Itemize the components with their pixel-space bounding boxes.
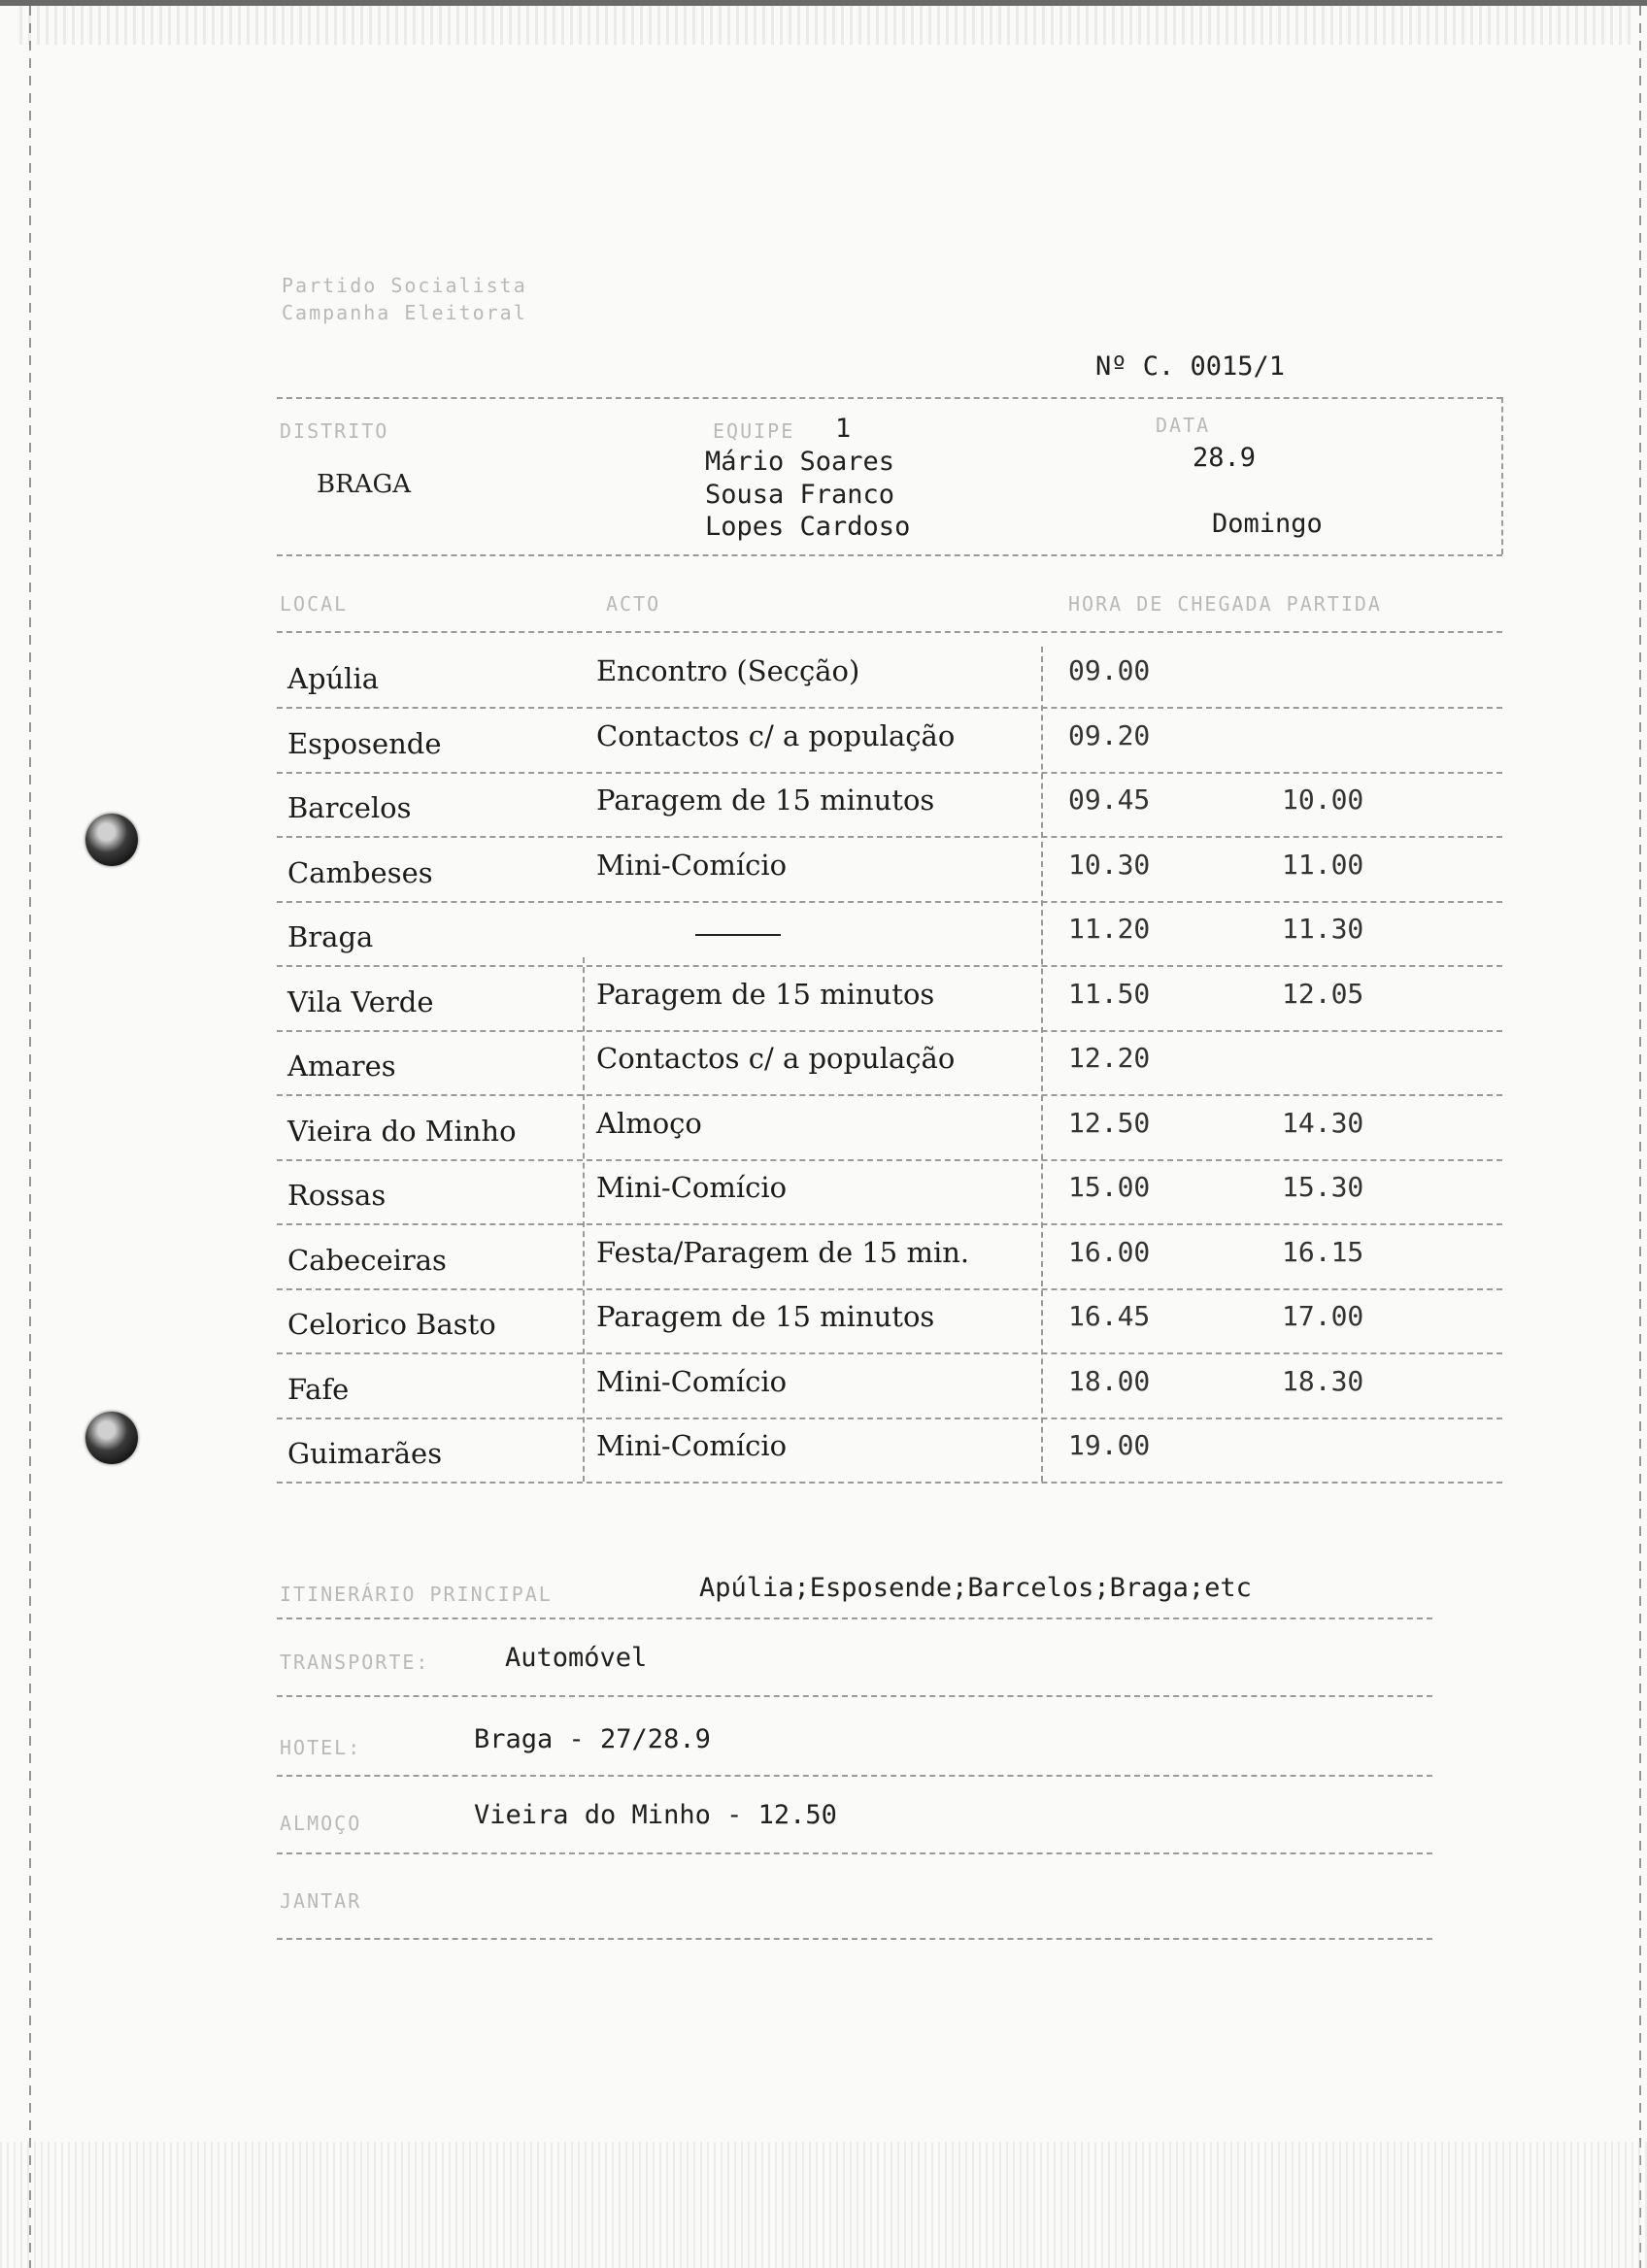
lunch-label: ALMOÇO: [280, 1812, 362, 1835]
table-row-rule: [277, 1094, 1502, 1096]
hotel-value: Braga - 27/28.9: [474, 1724, 711, 1754]
weekday-value: Domingo: [1212, 509, 1323, 539]
row-departure-time: 11.00: [1282, 849, 1364, 881]
row-local: Apúlia: [287, 662, 380, 695]
itinerary-value: Apúlia;Esposende;Barcelos;Braga;etc: [699, 1573, 1252, 1603]
district-value: BRAGA: [317, 470, 412, 499]
row-action: Paragem de 15 minutos: [596, 978, 935, 1011]
row-arrival-time: 09.20: [1068, 719, 1151, 751]
row-departure-time: 10.00: [1282, 784, 1364, 816]
row-arrival-time: 09.45: [1068, 784, 1151, 816]
row-local: Fafe: [287, 1373, 350, 1406]
row-arrival-time: 18.00: [1068, 1365, 1151, 1397]
table-row-rule: [277, 901, 1502, 903]
time-column-rule: [1041, 647, 1043, 1482]
header-right-rule: [1501, 397, 1503, 554]
table-header-rule: [277, 631, 1502, 633]
table-row-rule: [277, 772, 1502, 774]
table-row-rule: [277, 836, 1502, 838]
row-action: Paragem de 15 minutos: [596, 784, 935, 817]
row-departure-time: 15.30: [1282, 1171, 1364, 1203]
row-action-blank-dash: [695, 934, 781, 936]
row-arrival-time: 15.00: [1068, 1171, 1151, 1203]
row-local: Celorico Basto: [287, 1308, 496, 1341]
row-arrival-time: 16.45: [1068, 1300, 1151, 1332]
col-times-label: HORA DE CHEGADA PARTIDA: [1068, 592, 1382, 616]
row-local: Rossas: [287, 1179, 387, 1212]
row-departure-time: 18.30: [1282, 1365, 1364, 1397]
reference-number: Nº C. 0015/1: [1095, 351, 1286, 382]
row-action: Contactos c/ a população: [596, 1042, 956, 1075]
scan-edge-left: [29, 6, 31, 2268]
row-local: Cambeses: [287, 856, 433, 889]
date-value: 28.9: [1193, 443, 1257, 473]
itinerary-label: ITINERÁRIO PRINCIPAL: [280, 1583, 553, 1606]
row-arrival-time: 11.20: [1068, 913, 1151, 945]
letterhead-line-2: Campanha Eleitoral: [282, 301, 527, 324]
table-row-rule: [277, 1482, 1502, 1484]
table-row-rule: [277, 1030, 1502, 1032]
row-action: Paragem de 15 minutos: [596, 1300, 935, 1333]
row-action: Mini-Comício: [596, 1171, 788, 1204]
row-departure-time: 12.05: [1282, 978, 1364, 1010]
letterhead-line-1: Partido Socialista: [282, 274, 527, 297]
transport-rule: [277, 1695, 1432, 1697]
team-number: 1: [835, 414, 852, 444]
lunch-value: Vieira do Minho - 12.50: [474, 1800, 837, 1830]
hotel-rule: [277, 1775, 1432, 1777]
scan-noise-top: [19, 6, 1631, 45]
hotel-label: HOTEL:: [280, 1736, 362, 1759]
date-label: DATA: [1156, 414, 1211, 437]
lunch-rule: [277, 1852, 1432, 1854]
row-arrival-time: 19.00: [1068, 1429, 1151, 1461]
row-departure-time: 16.15: [1282, 1236, 1364, 1268]
row-arrival-time: 16.00: [1068, 1236, 1151, 1268]
header-top-rule: [277, 397, 1502, 399]
col-local-label: LOCAL: [280, 592, 349, 616]
row-arrival-time: 11.50: [1068, 978, 1151, 1010]
table-row-rule: [277, 707, 1502, 709]
row-arrival-time: 10.30: [1068, 849, 1151, 881]
team-member-3: Lopes Cardoso: [705, 512, 911, 542]
row-local: Amares: [287, 1050, 396, 1083]
row-local: Braga: [287, 920, 374, 953]
col-action-label: ACTO: [606, 592, 661, 616]
row-departure-time: 14.30: [1282, 1107, 1364, 1139]
punch-hole-lower: [85, 1412, 138, 1464]
row-local: Guimarães: [287, 1437, 443, 1470]
row-arrival-time: 12.20: [1068, 1042, 1151, 1074]
row-local: Cabeceiras: [287, 1244, 447, 1277]
itinerary-rule: [277, 1618, 1432, 1619]
row-action: Festa/Paragem de 15 min.: [596, 1236, 970, 1269]
action-column-rule: [583, 957, 585, 1482]
scan-edge-right: [1639, 6, 1641, 2268]
row-local: Esposende: [287, 727, 442, 760]
team-member-1: Mário Soares: [705, 447, 895, 477]
table-row-rule: [277, 965, 1502, 967]
row-local: Barcelos: [287, 791, 412, 824]
row-action: Almoço: [596, 1107, 702, 1140]
row-action: Mini-Comício: [596, 1365, 788, 1398]
dinner-rule: [277, 1938, 1432, 1940]
transport-value: Automóvel: [505, 1643, 648, 1673]
row-departure-time: 17.00: [1282, 1300, 1364, 1332]
district-label: DISTRITO: [280, 419, 389, 443]
row-local: Vieira do Minho: [287, 1115, 517, 1148]
table-row-rule: [277, 1418, 1502, 1419]
table-row-rule: [277, 1352, 1502, 1354]
dinner-label: JANTAR: [280, 1889, 362, 1913]
transport-label: TRANSPORTE:: [280, 1651, 430, 1674]
table-row-rule: [277, 1223, 1502, 1225]
row-arrival-time: 12.50: [1068, 1107, 1151, 1139]
row-action: Contactos c/ a população: [596, 719, 956, 752]
team-member-2: Sousa Franco: [705, 480, 895, 510]
row-arrival-time: 09.00: [1068, 654, 1151, 686]
team-label: EQUIPE: [713, 419, 795, 443]
header-bottom-rule: [277, 554, 1502, 556]
scan-noise-bottom: [0, 2142, 1647, 2268]
row-local: Vila Verde: [287, 985, 434, 1018]
punch-hole-upper: [85, 814, 138, 866]
table-row-rule: [277, 1159, 1502, 1161]
row-action: Mini-Comício: [596, 849, 788, 882]
table-row-rule: [277, 1288, 1502, 1290]
row-action: Mini-Comício: [596, 1429, 788, 1462]
row-action: Encontro (Secção): [596, 654, 860, 687]
row-departure-time: 11.30: [1282, 913, 1364, 945]
